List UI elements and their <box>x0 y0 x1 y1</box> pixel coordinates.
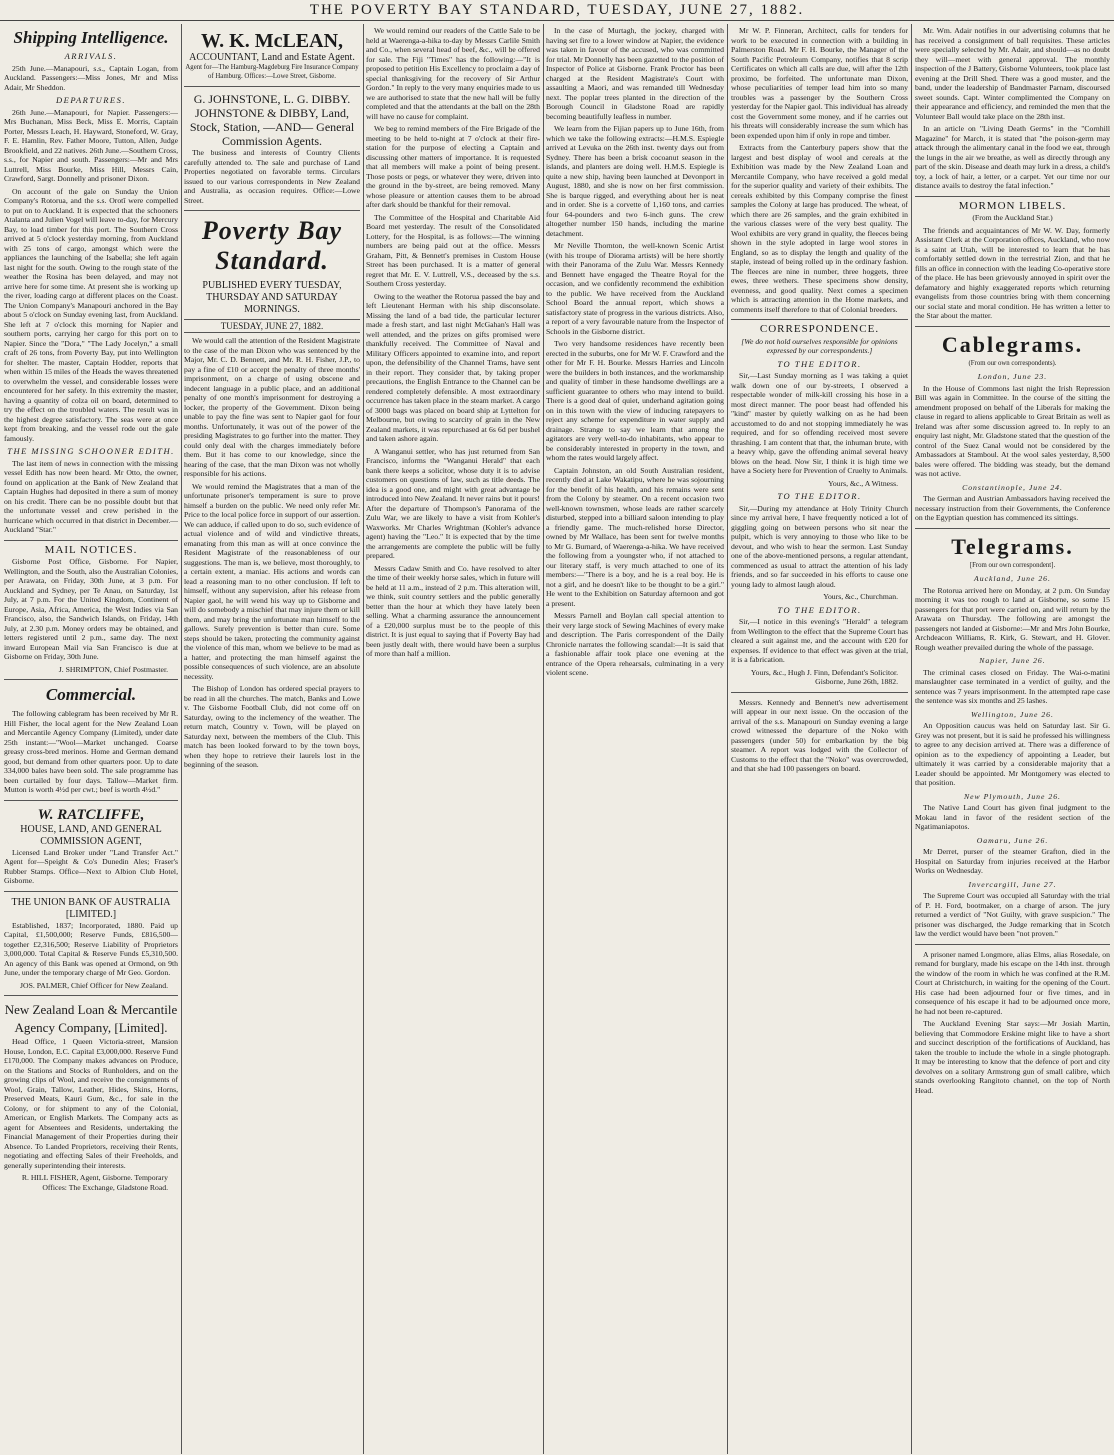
cablegram-body: The German and Austrian Ambassadors having received the necessary instruction from their Governments, the Conference on the Egyptian question has commenced its sittings. <box>915 494 1110 522</box>
dateline: New Plymouth, June 26. <box>964 791 1061 801</box>
column-rule <box>727 24 728 1454</box>
dateline: Constantinople, June 24. <box>962 482 1063 492</box>
divider <box>4 995 178 996</box>
dateline: London, June 23. <box>977 372 1048 381</box>
news-paragraph: In an article on "Living Death Germs" in the "Cornhill Magazine" for March, it is stated that "the poison-germ may attack through the alimentary canal in the food we eat, through the lungs in the air we breathe, as well as directly through any part of the skin. Disease and death may lurk in a dress, a child's toy, a lock of hair, a letter, or a carpet. Yet our time nor our distance avails to destroy the fatal infection." <box>915 124 1110 190</box>
divider <box>731 692 908 693</box>
news-paragraph: We learn from the Fijian papers up to June 16th, from which we take the following extracts:—H.M.S. Espiegle arrived at Levuka on the 26th inst. twenty days out from Sydney. There has been a brisk cocoanut season in the islands, and planters are doing well. H.M.S. Espiegle is quite a new ship, having been launched at Devonport in August, 1880, and she is now on her first commission. She is barque rigged, and everything about her is neat and in order. She is a corvette of 1,160 tons, and carries four 64-pounders and two 6-inch guns. The crew altogether number 150 hands, including the marine detachment. <box>546 124 724 238</box>
telegram-body: The Rotorua arrived here on Monday, at 2 p.m. On Sunday morning it was too rough to land at Gisborne, so some 15 passengers for that port were carried on, and will return by the Arawata on Thursday. The following are amongst the passengers not landed at Gisborne:—Mr and Mrs John Bourke, Archdeacon Williams, R. Kirk, G. Stewart, and H. Glover. Rough weather prevailed during the whole of the passage. <box>915 585 1110 652</box>
column-1 <box>4 26 178 1451</box>
telegram-body: The criminal cases closed on Friday. The Wai-o-matini manslaughter case terminated in a verdict of guilty, and the sentence was 7 years imprisonment. In the attempted rape case the sentence was six months and 25 lashes. <box>915 667 1110 705</box>
commercial-body: The following cablegram has been received by Mr R. Hill Fisher, the local agent for the New Zealand Loan and Mercantile Agency Company (Limited), under date 25th instant:—"Wool—Market unchanged. Coarse greasy cross-bred merinos. Home and German demand good, but demand from other quarters poor. Up to date 334,000 bales have been sold. The sale programme has been curtailed by four days. Tallow—Market firm. Mutton is worth 4½d per cwt.; beef is worth 4½d." <box>4 709 178 794</box>
ratcliffe-subtitle: HOUSE, LAND, AND GENERAL COMMISSION AGENT, <box>20 823 162 847</box>
news-paragraph: We beg to remind members of the Fire Brigade of the meeting to be held to-night at 7 o'clock at their fire-station for the purpose of electing a Captain and discussing other matters of importance. It is requested that all members will make a point of being present. Those posts or pegs, or whatever they were, driven into the ground in the by-street, are being removed. Many whose pleasure or attention causes them to be abroad after dark should be thankful for their removal. <box>366 124 540 209</box>
paper-subtitle: PUBLISHED EVERY TUESDAY, THURSDAY AND SATURDAY MORNINGS. <box>202 280 342 315</box>
dateline: Invercargill, June 27. <box>968 879 1057 889</box>
column-rule <box>181 24 182 1454</box>
letter-signature: Yours, &c., Churchman. <box>823 592 898 601</box>
news-paragraph: Messrs Cadaw Smith and Co. have resolved to alter the time of their weekly horse sales, which in future will be held at 11 a.m., instead of 2 p.m. This alteration will, we think, suit country settlers and the public generally better than the hour at which they have lately been selling. What a charming assurance the announcement of a £20,000 surplus must be to the people of this district. It is just equal to saying that if Poverty Bay had been justly dealt with, there would have been a surplus of more than half a million. <box>366 563 540 658</box>
divider <box>4 891 178 892</box>
editorial-paragraph: The Bishop of London has ordered special prayers to be read in all the churches. The match, Banks and Lowe v. The Gisborne Football Club, did not come off on Saturday, owing to the inclemency of the weather. The return match, Country v. Town, will be played on Saturday next, between the members of the Club. This match has been looked forward to by the town boys, when they hope to retrieve their laurels lost in the beginning of the season. <box>184 684 360 769</box>
arrivals-heading: ARRIVALS. <box>64 51 118 61</box>
telegram-body: Mr Derret, purser of the steamer Grafton, died in the Hospital on Saturday from injuries received at the Harbor Works on Wednesday. <box>915 847 1110 875</box>
mclean-body: Agent for—The Hamburg-Magdeburg Fire Insurance Company of Hamburg. Offices:—Lowe Street, Gisborne. <box>185 64 359 80</box>
news-paragraph: We would remind our readers of the Cattle Sale to be held at Waerenga-a-hika to-day by Messrs Carlile Smith and Co., when several head of beef, &c., will be offered for sale. The Fiji "Times" has the following:—"It is proposed to petition His Excellency to proclaim a day of special thanksgiving for the recovery of Sir Arthur Gordon." In reply to the very many enquiries made to us we are authorised to state that the new hall will be fully completed and that the attendants at the ball on the 28th will have no cause for complaint. <box>366 26 540 121</box>
news-paragraph: The Committee of the Hospital and Charitable Aid Board met yesterday. The result of the Consolidated Lottery, for the Hospital, is as follows:—The winning numbers are being paid out at the office. Messrs Graham, Pitt, & Bennett's premises in Custom House Street has been purchased. It is a matter of general regret that Mr. E. V. Luttrell, V.S., deceased by the s.s. Southern Cross yesterday. <box>366 212 540 288</box>
missing-schooner-heading: THE MISSING SCHOONER EDITH. <box>7 446 175 456</box>
letter-body: Sir,—Last Sunday morning as I was taking a quiet walk down one of our by-streets, I observed a respectable wonder of milk-kill crossing his hose in a most direct manner. The poor beast had offended his "kind" master by quietly walking on as he had been accustomed to do and not stopping immediately he was required, and for so offending received most severe thrashing. I am content that that, the inhuman brute, with a heavy whip, gave the offending animal several heavy blows on the head. Now Sir, I think it is high time we have a Society here for Prevention of Cruelty to Animals. <box>731 371 908 475</box>
news-paragraph: Mr W. P. Finneran, Architect, calls for tenders for work to be executed in connection with a building in Palmerston Road. Mr F. H. Bourke, the Manager of the South Pacific Petroleum Company, notifies that 8 scrip Certificates on which all calls are due, will after the 12th proximo, be forfeited. The unfortunate man Dixon, whose peculiarities of temper lead him into so many troubles was a passenger by the Southern Cross yesterday for the Napier gaol. This individual has already cost the Government some money, and if he carries out his threats will considerably increase the sum which has been expended upon him if only in rope and timber. <box>731 26 908 140</box>
departures-text: 26th June.—Manapouri, for Napier. Passengers:—Mrs Buchanan, Miss Beck, Miss E. Morris, Captain Porter, Messrs Leach, H. Hayward, Stoneford, W. Gray, F. E. Hamlin, Rev. Father Moore, Tutton, Allen, Judge Brookfield, and 22 natives. 26th June.—Southern Cross, s.s., for Napier and south. Passengers:—Mr and Mrs Luttrell, Miss Bourke, Miss Hill, Messrs Cain, Crawford, Sargt. Donnelly and prisoner Dixon. <box>4 107 178 183</box>
news-paragraph: Mr Neville Thornton, the well-known Scenic Artist (with his troupe of Diorama artists) will be here shortly with their Panorama of the Zulu War. Messrs Kennedy and Bennett have engaged the Theatre Royal for the occasion, and we confidently recommend the exhibition to the public. We have received from the Auckland School Board the annual report, which shows a satisfactory state of progress in the various districts. Also, a report of a very favourable nature from the Inspector of Schools in the Gisborne district. <box>546 241 724 336</box>
union-bank-signature: JOS. PALMER, Chief Officer for New Zealand. <box>20 980 168 990</box>
news-paragraph: Two very handsome residences have recently been erected in the suburbs, one for Mr W. F. Crawford and the other for Mr F. H. Bourke. Messrs Harries and Lincoln were the builders in both instances, and the workmanship and quality of timber in these handsome dwellings are a sufficient guarantee to others who may intend to build. There is a good deal of quiet, underhand agitation going on in this town with the view of inducing ratepayers to reject any scheme for expenditure in water supply and drainage. Strange to say we learn that among the agitators are very well-to-do inhabitants, who appear to be considerably interested in property in the town, and whom the rates would largely affect. <box>546 339 724 462</box>
column-6 <box>915 26 1110 1451</box>
divider <box>915 196 1110 197</box>
letter-signature: Yours, &c., A Witness. <box>828 478 898 488</box>
johnstone-body: The business and interests of Country Clients carefully attended to. The sale and purchase of Land Properties negotiated on favorable terms. Circulars issued to our various correspondents in New Zealand and Australia, as occasion requires. Office:—Lowe Street. <box>184 148 360 205</box>
editorial-paragraph: We would remind the Magistrates that a man of the unfortunate prisoner's temperament is sure to prove himself a burden on the public. We need only refer Mr. Price to the local police force in support of our assertion. We can adduce, if called upon to do so, such evidence of actual violence and of wild and vindictive threats, emanating from this man as will at once convince the Resident Magistrate of the reasonableness of our suggestions. The man is, we believe, most thoroughly, to a certain extent, a maniac. His actions and words can lead a reasoning man to no other conclusion. If left to himself, without any supervision, after his release from Napier gaol, he will wend his way up to Gisborne and will do somebody a mischief that may injure them or kill them, and may bring the unfortunate man himself to the gallows. Surely prevention is better than cure. Some steps should be taken, protecting the community against the violence of this man, whom we believe to be mad as a hatter, and protecting the man himself against the possible consequences of such violence, are an absolute necessity. <box>184 481 360 681</box>
letter-body: Sir,—During my attendance at Holy Trinity Church since my arrival here, I have frequently noticed a lot of giggling going on between persons who sit near the pulpit, which is very annoying to those who like to be devout, and who wish to hear the sermon. Last Sunday one of the above-mentioned persons, a regular attendant, commenced as usual to attract the attention of his lady friends, and so far succeeded in his efforts to cause one young lady to almost laugh aloud. <box>731 503 908 589</box>
news-paragraph: Messrs. Kennedy and Bennett's new advertisement will appear in our next issue. On the occasion of the arrival of the s.s. Manapouri on Sunday evening a large crowd witnessed the departure of the Noko with passengers (under 50) for embarkation by the big steamer. A report was lodged with the Collector of Customs to the effect that the "Noko" was overcrowded, and that she had 100 passengers on board. <box>731 697 908 773</box>
union-bank-heading: THE UNION BANK OF AUSTRALIA [LIMITED.] <box>11 896 171 920</box>
dateline: Oamaru, June 26. <box>976 835 1049 845</box>
dateline: Napier, June 26. <box>979 656 1046 665</box>
telegram-body: The Native Land Court has given final judgment to the Mokau land in favor of the resident section of the Ngatimaniapotos. <box>915 803 1110 831</box>
dateline: Wellington, June 26. <box>971 709 1054 719</box>
ratcliffe-title: W. RATCLIFFE, <box>37 806 145 823</box>
correspondence-disclaimer: [We do not hold ourselves responsible for opinions expressed by our correspondents.] <box>741 336 898 355</box>
telegram-body: The Supreme Court was occupied all Saturday with the trial of P. H. Ford, bootmaker, on a charge of arson. The jury returned a verdict of "Not Guilty, with grave suspicion." The prisoner was discharged, the Judge remarking that in Scotch law the verdict would have been "not proven." <box>915 891 1110 938</box>
union-bank-body: Established, 1837; Incorporated, 1880. Paid up Capital, £1,500,000; Reserve Funds, £816,500—together £2,316,500; Reserve Liability of Proprietors 3,000,000. Total Capital & Reserve Funds £5,310,500. An agency of this Bank was opened at Ormond, on 9th June, under the temporary charge of Mr Geo. Gordon. <box>4 920 178 977</box>
nz-loan-signature: R. HILL FISHER, Agent, Gisborne. Temporary Offices: The Exchange, Gladstone Road. <box>21 1173 168 1192</box>
page-masthead: THE POVERTY BAY STANDARD, TUESDAY, JUNE 27, 1882. <box>0 0 1114 21</box>
mail-notices-body: Gisborne Post Office, Gisborne. For Napier, Wellington, and the South, also the Australian Colonies, per Arawata, on Friday, 30th June, at 3 p.m. For Auckland and Sydney, per Te Anau, on Saturday, 1st July, at 7 p.m. For the United Kingdom, Continent of Europe, Asia, Africa, America, the West Indies via San Francisco, also, the Sandwich Islands, on Friday, 14th July, at 2.30 p.m. Money orders may be obtained, and letters registered until 2 p.m., same day. The next inward European Mail via San Francisco is due at Gisborne on Friday, 30th June. <box>4 557 178 661</box>
news-paragraph: A prisoner named Longmore, alias Elms, alias Rosedale, on remand for burglary, made his escape on the 14th inst. through the window of the room in which he was confined at the R.M. Court at Christchurch, in waiting for the opening of the Court. His case had been adjourned four or five times, and in consequence of his escape it had to be adjourned once more, he had not been re-captured. <box>915 949 1110 1016</box>
telegram-body: An Opposition caucus was held on Saturday last. Sir G. Grey was not present, but it is said he professed his willingness to agree to any decision arrived at. There was a difference of opinion as to the expediency of appointing a Leader, but ultimately it was carried by a considerable majority that a Leader should be appointed. Mr Montgomery was elected to that position. <box>915 721 1110 787</box>
news-paragraph: Owing to the weather the Rotorua passed the bay and left Lieutenant Herman with his ship disconsolate. Missing the land of a bad tide, the particular lecturer made a fresh start, and last night McGahan's Hall was well attended, and the prizes on gifts promised were thankfully received. The Committee of Naval and Military Officers appointed to examine into, and report upon, the defensibility of the Channel Trams, have sent in their report. They consider that, by taking proper precautions, the English Entrance to the Channel can be rendered completely defensible. A most extraordinary occurrence has taken place in the steam market. A cargo of 3000 bags was placed on board ship at Lyttelton for Melbourne, but owing to scarcity of grain in the New Zealand markets, it was repurchased at 6s 6d per bushel and taken ashore again. <box>366 291 540 443</box>
cablegram-body: In the House of Commons last night the Irish Repression Bill was again in Committee. In the course of the sitting the amendment proposed on behalf of the Liberals for making the clause in regard to aliens applicable to Great Britain as well as Ireland was after some discussion agreed to. In reply to an enquiry last night, Mr. Gladstone stated that the question of the control of the Suez Canal would not be considered by the Ambassadors at Stamboul. At the wool sales yesterday, 8,500 bales were offered. The bidding was steady, but the demand was not active. <box>915 383 1110 478</box>
news-paragraph: Messrs Parnell and Boylan call special attention to their very large stock of Sewing Machines of every make and description. The Paris correspondent of the Daily Chronicle narrates the following scandal:—It is said that a fashionable affair took place one evening at the entrance of the Opera rehearsals, culminating in a very violent scene. <box>546 611 724 677</box>
commercial-heading: Commercial. <box>45 685 137 704</box>
column-4 <box>546 26 724 1451</box>
divider <box>184 86 360 87</box>
news-paragraph: The Auckland Evening Star says:—Mr Josiah Martin, believing that Commodore Erskine might like to have a short and succinct description of the fortifications of Auckland, has taken the trouble to include the whole in a single photograph. It may be interesting to know that the defence of port and city devolves on a solitary Armstrong gun of small calibre, which stands overlooking Rangitoto channel, on the top of North Head. <box>915 1019 1110 1095</box>
telegrams-subheading: [From our own correspondent]. <box>969 561 1056 569</box>
news-paragraph: In the case of Murtagh, the jockey, charged with having set fire to a lower window at Napier, the evidence was taken in favour of the accused, who was committed for trial. Mr Donnelly has been gazetted to the position of Inspector of Police at Gisborne. Frank Proctor has been charged at the Resident Magistrate's Court with assaulting a Maori, and was remanded till Wednesday next. The poplar trees planted in the direction of the Borough Council in Gladstone Road are rapidly becoming beautifully leafless in number. <box>546 26 724 121</box>
column-2 <box>184 26 360 1451</box>
news-paragraph: Mr. Wm. Adair notifies in our advertising columns that he has received a consignment of ball requisites. These articles were specially selected by Mr. Adair, and should—as no doubt they will—meet with general approval. The monthly inspection of the J Battery, Gisborne Volunteers, took place last evening at the Drill Shed. There was a good muster, and the band, under the leadership of Bandmaster Parnam, discoursed sweet sounds. Capt. Winter complimented the Company on their appearance and efficiency, and reminded the men that the Volunteer Ball would take place on the 28th inst. <box>915 26 1110 121</box>
departures-heading: DEPARTURES. <box>56 95 126 105</box>
cablegrams-heading: Cablegrams. <box>941 331 1084 357</box>
shipping-heading: Shipping Intelligence. <box>13 28 169 47</box>
divider <box>915 528 1110 529</box>
dateline: Auckland, June 26. <box>974 574 1051 583</box>
column-3 <box>366 26 540 1451</box>
column-rule <box>911 24 912 1454</box>
nz-loan-body: Head Office, 1 Queen Victoria-street, Mansion House, London, E.C. Capital £3,000,000. Reserve Fund £170,000. The Company makes advances on Produce, on the Stations and Stocks of Runholders, and on the growing clips of Wool, and receive the consignments of Wool, Grain, Tallow, Leather, Hides, Skins, Horns, Preserved Meats, Kauri Gum, &c., for sale in the Colony, or for shipment to any of the Colonial, American, or English Markets. The Company acts as agent for Absentees and Residents, undertaking the Financial Management of their Properties during their Absence. To Landed Proprietors, receiving their Rents, negotiating and effecting Sales of their Freeholds, and generally superintending their interests. <box>4 1037 178 1170</box>
letter-body: Sir,—I notice in this evening's "Herald" a telegram from Wellington to the effect that the Supreme Court has cleared a suit against me, and the account with £20 for expenses. If evidence to that effect was given at the trial, it is a fabrication. <box>731 617 908 664</box>
editorial-paragraph: We would call the attention of the Resident Magistrate to the case of the man Dixon who was sentenced by the Major, Mr. C. D. Bennett, and Mr. R. H. Fisher, J.P., to pay a fine of £10 or accept the penalty of three months' imprisonment, on a charge of using obscene and indecent language in a public place, and an additional penalty of one month's imprisonment for destroying a locker, the property of the Government. Dixon being unable to pay the fine was sent to Napier gaol for four months. Unfortunately, it was out of the power of the presiding Magistrates to go further into the matter. They could only deal with the charges immediately before them. But it has come to our knowledge, since the hearing of the case, that the man Dixon was not wholly responsible for his actions. <box>184 336 360 478</box>
letter-heading: TO THE EDITOR. <box>777 604 862 615</box>
telegrams-heading: Telegrams. <box>951 533 1074 559</box>
divider <box>184 210 360 211</box>
mormon-libels-heading: MORMON LIBELS. <box>958 199 1067 212</box>
ratcliffe-body: Licensed Land Broker under "Land Transfer Act." Agent for—Speight & Co's Dunedin Ales; Fraser's Rubber Stamps. Office—Next to Albion Club Hotel, Gisborne. <box>4 847 178 885</box>
mormon-libels-source: (From the Auckland Star.) <box>972 213 1053 222</box>
postmaster-signature: J. SHRIMPTON, Chief Postmaster. <box>58 664 168 674</box>
mclean-subtitle: ACCOUNTANT, Land and Estate Agent. <box>189 52 355 63</box>
correspondence-heading: CORRESPONDENCE. <box>759 323 880 335</box>
column-5 <box>731 26 908 1451</box>
letter-heading: TO THE EDITOR. <box>777 491 862 501</box>
johnstone-heading: G. JOHNSTONE, L. G. DIBBY. JOHNSTONE & DIBBY, Land, Stock, Station, —AND— General Commission Agents. <box>189 92 355 148</box>
news-paragraph: Extracts from the Canterbury papers show that the largest and best display of wool and cereals at the Exhibition was made by the New Zealand Loan and Mercantile Company, who have received a gold medal for the superior quality and variety of their exhibits. The cereals exhibited by this Company comprise the finest samples the Colony at large has produced. The wheat, of which there are 26 samples, and the grain exhibited in the various classes were of the very best quality. The Wool exhibits are very grand in quality, the fleeces being shown in the style adopted in large wool stores in England, so as to display the length and quality of the staple, instead of being rolled up in the ordinary fashion. The fleeces are nine in number, three hoggets, three ewes, three wethers. These specimens show density, evenness, and good quality. Next comes a specimen which is attracting attention in the Home markets, and comments itself therefore to that of Colonial breeders. <box>731 143 908 314</box>
divider <box>4 540 178 541</box>
nz-loan-heading: New Zealand Loan & Mercantile Agency Company, [Limited]. <box>4 1002 178 1035</box>
mormon-libels-body: The friends and acquaintances of Mr W. W. Day, formerly Assistant Clerk at the Corporation offices, Auckland, who now is a saint at Utah, will be interested to learn that he has comfortably settled down in the terrestrial Zion, and that he fills an office in connection with the leading Co-operative store of the place. He has been grievously annoyed in spirit over the defamatory and highly exaggerated reports which returning evangelists from those countries bring with them concerning our social state and moral condition. He has written a letter to the Star about the matter. <box>915 225 1110 320</box>
paper-title: Poverty Bay Standard. <box>201 216 343 275</box>
shipping-body: On account of the gale on Sunday the Union Company's Rotorua, and the s.s. Orotî were compelled to put on to Auckland. It is expected that the schooners Atalanta and Julien Vogel will leave to-day, for Mercury Bay, to load timber for this port. The Southern Cross arrived at 5 o'clock yesterday morning, from Auckland with 25 tons of cargo, amongst which were the appliances the launching of the Isabella; she left again last night for the south. Owing to the rough state of the weather the Rosina has been delayed, and may not arrive here for some time. At present she is working up the river, loading cargo at different places on the Coast. The Union Company's Manapouri anchored in the Bay about 5 o'clock on Sunday evening last, from Auckland. She left at 7 o'clock this morning for Napier and southern ports, carrying her cargo for this port on to Napier. Since the "Dora," "The Lady Jocelyn," a small craft of 26 tons, from Poverty Bay, put into Wellington for shelter. The master, Captain Hodder, reports that when within 15 miles of the Heads the waves threatened to overwhelm the vessel, and considerable losses were encountered for her safety. In this extremity the master, having a quantity of colza oil on board, determined to try the effect on the troubled waters. The result was in the highest degree satisfactory. The seas were at once kept from breaking, and the vessel rode out the gale famously. <box>4 186 178 443</box>
divider <box>731 319 908 320</box>
divider <box>4 679 178 680</box>
column-rule <box>543 24 544 1454</box>
letter-signature: Yours, &c., Hugh J. Finn, Defendant's Solicitor. Gisborne, June 26th, 1882. <box>750 667 898 686</box>
divider <box>4 800 178 801</box>
arrivals-text: 25th June.—Manapouri, s.s., Captain Logan, from Auckland. Passengers:—Miss Jones, Mr and Miss Adair, Mr Sheddon. <box>4 63 178 92</box>
column-rule <box>363 24 364 1454</box>
paper-date: TUESDAY, JUNE 27, 1882. <box>184 319 360 333</box>
news-paragraph: A Wanganui settler, who has just returned from San Francisco, informs the "Wanganui Herald" that each bank there keeps a solicitor, whose duty it is to advise customers on questions of law, such as title deeds. The idea is a good one, and might with great advantage be introduced into New Zealand. It never rains but it pours! After the departure of Thompson's Panorama of the Zulu War, we are likely to have a visit from Kohler's Waxworks. Mr Charles Wrightman (Kohler's advance agent) having the "Leo." It is expected that by the time the arrangements are complete the public will be fully prepared. <box>366 446 540 560</box>
letter-heading: TO THE EDITOR. <box>777 358 862 369</box>
mclean-title: W. K. McLEAN, <box>200 30 344 52</box>
divider <box>915 326 1110 327</box>
divider <box>915 944 1110 945</box>
mail-notices-heading: MAIL NOTICES. <box>44 543 138 556</box>
cablegrams-subheading: (From our own correspondents). <box>968 359 1057 367</box>
missing-schooner-body: The last item of news in connection with the missing vessel Edith has now been heard. Mr Otto, the owner, found on application at the Bank of New Zealand that Captain Hughes had deposited in there a sum of money on his credit. There can be no possible doubt but that the unfortunate vessel and crew perished in the hurricane which occurred in that district in December.—Auckland "Star." <box>4 458 178 534</box>
news-paragraph: Captain Johnston, an old South Australian resident, recently died at Lake Wakatipu, where he was sojourning for the benefit of his health, and his remains were sent from the Colony by steamer. On a recent occasion two well-known townsmen, whose leads are rather scarcely disturbed, stepped into a billiard saloon intending to play a friendly game. The much-relished horse Director, owned by Mr Wallace, has been sent for twelve months to Mr G. Burnard, of Waerenga-a-hika. We have received the following from a youngster who, if not attached to our literary staff, is very much attached to one of its members:—"There is a boy, and he is a real boy. He is not a girl, and he doesn't like to be thought to be a girl." He went to the Exhibition on Saturday afternoon and got a present. <box>546 465 724 608</box>
